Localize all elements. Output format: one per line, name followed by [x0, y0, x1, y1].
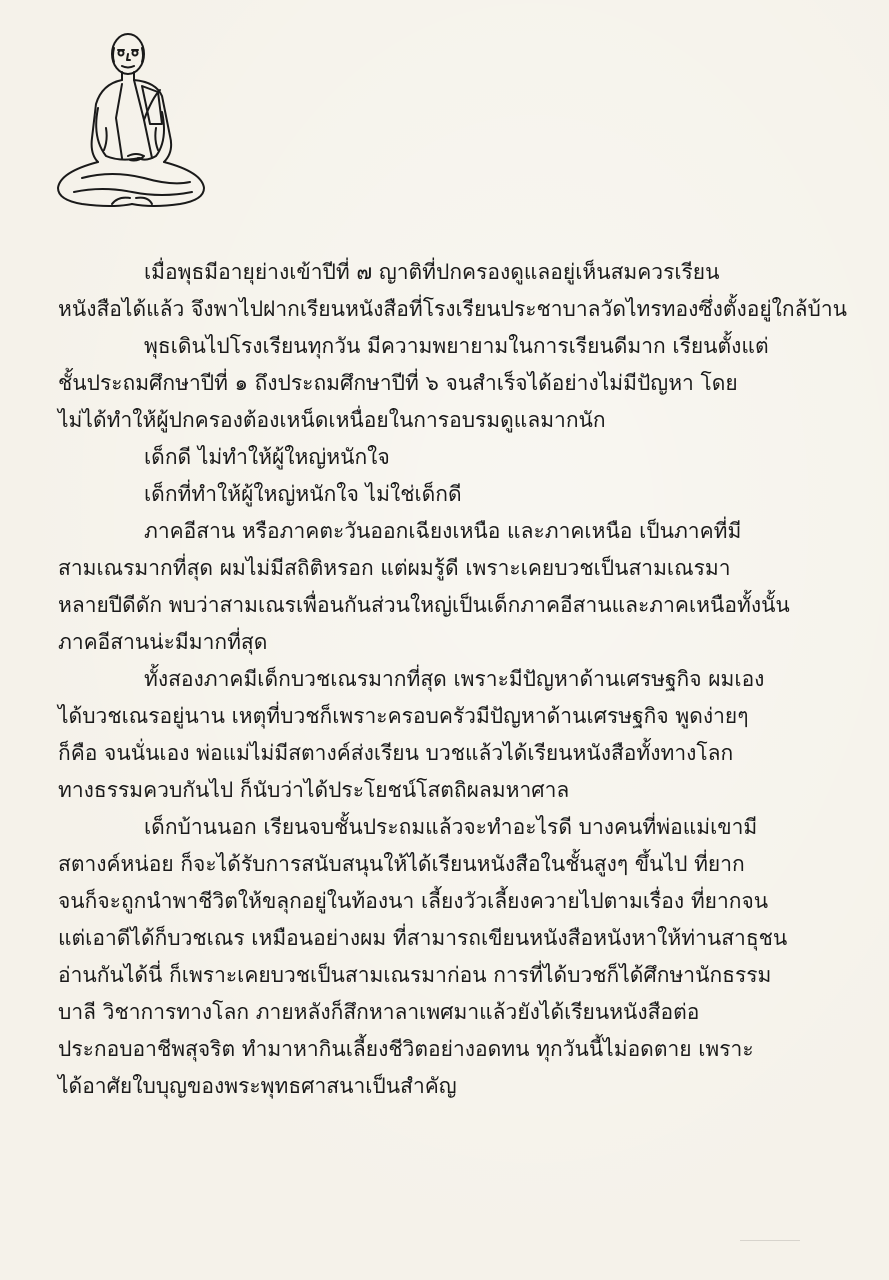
monk-illustration: [52, 28, 212, 220]
text-line-content: แต่เอาดีได้ก็บวชเณร เหมือนอย่างผม ที่สามารถเขียนหนังสือหนังหาให้ท่านสาธุชน: [58, 926, 788, 950]
text-line-content: ได้บวชเณรอยู่นาน เหตุที่บวชก็เพราะครอบครัวมีปัญหาด้านเศรษฐกิจ พูดง่ายๆ: [58, 704, 749, 728]
text-line: [58, 587, 832, 624]
text-line-content: ประกอบอาชีพสุจริต ทำมาหากินเลี้ยงชีวิตอย่างอดทน ทุกวันนี้ไม่อดตาย เพราะ: [58, 1037, 754, 1061]
text-line-content: สตางค์หน่อย ก็จะได้รับการสนับสนุนให้ได้เรียนหนังสือในชั้นสูงๆ ขึ้นไป ที่ยาก: [58, 852, 745, 876]
text-line-content: สามเณรมากที่สุด ผมไม่มีสถิติหรอก แต่ผมรู้ดี เพราะเคยบวชเป็นสามเณรมา: [58, 556, 731, 580]
text-line-content: หลายปีดีดัก พบว่าสามเณรเพื่อนกันส่วนใหญ่เป็นเด็กภาคอีสานและภาคเหนือทั้งนั้น: [58, 593, 790, 617]
text-line: [58, 772, 832, 809]
text-line: [58, 883, 832, 920]
text-line-content: บาลี วิชาการทางโลก ภายหลังก็สึกหาลาเพศมาแล้วยังได้เรียนหนังสือต่อ: [58, 1000, 700, 1024]
text-line: [58, 254, 832, 291]
text-line: [58, 1068, 832, 1105]
text-line-content: ชั้นประถมศึกษาปีที่ ๑ ถึงประถมศึกษาปีที่ ๖ จนสำเร็จได้อย่างไม่มีปัญหา โดย: [58, 371, 738, 395]
text-line: [58, 920, 832, 957]
text-line: [58, 994, 832, 1031]
text-line: [58, 1031, 832, 1068]
text-line-content: ทางธรรมควบกันไป ก็นับว่าได้ประโยชน์โสตถิผลมหาศาล: [58, 778, 570, 802]
text-line: [58, 735, 832, 772]
text-line: [58, 957, 832, 994]
page-divider: [740, 1240, 800, 1241]
text-line: [58, 291, 847, 328]
text-line-content: อ่านกันได้นี่ ก็เพราะเคยบวชเป็นสามเณรมาก่อน การที่ได้บวชก็ได้ศึกษานักธรรม: [58, 963, 772, 987]
text-line: [58, 328, 832, 365]
text-line-content: เมื่อพุธมีอายุย่างเข้าปีที่ ๗ ญาติที่ปกครองดูแลอยู่เห็นสมควรเรียน: [144, 260, 720, 284]
text-line: [58, 402, 832, 439]
text-line: [58, 476, 832, 513]
text-line: [58, 809, 832, 846]
text-line-content: เด็กที่ทำให้ผู้ใหญ่หนักใจ ไม่ใช่เด็กดี: [144, 482, 462, 506]
text-line-content: จนก็จะถูกนำพาชีวิตให้ขลุกอยู่ในท้องนา เลี้ยงวัวเลี้ยงควายไปตามเรื่อง ที่ยากจน: [58, 889, 769, 913]
text-line: [58, 698, 832, 735]
text-line-content: ได้อาศัยใบบุญของพระพุทธศาสนาเป็นสำคัญ: [58, 1074, 457, 1098]
text-line-content: เด็กดี ไม่ทำให้ผู้ใหญ่หนักใจ: [144, 445, 390, 469]
text-line: [58, 661, 832, 698]
body-text: [58, 254, 847, 1105]
text-line: [58, 439, 832, 476]
text-line-content: เด็กบ้านนอก เรียนจบชั้นประถมแล้วจะทำอะไรดี บางคนที่พ่อแม่เขามี: [144, 815, 758, 839]
text-line-content: ก็คือ จนนั่นเอง พ่อแม่ไม่มีสตางค์ส่งเรียน บวชแล้วได้เรียนหนังสือทั้งทางโลก: [58, 741, 734, 765]
text-line: [58, 624, 832, 661]
text-line: [58, 513, 832, 550]
text-line-content: ภาคอีสาน หรือภาคตะวันออกเฉียงเหนือ และภาคเหนือ เป็นภาคที่มี: [144, 519, 742, 543]
text-line: [58, 550, 832, 587]
text-line: [58, 846, 832, 883]
text-line-content: พุธเดินไปโรงเรียนทุกวัน มีความพยายามในการเรียนดีมาก เรียนตั้งแต่: [144, 334, 769, 358]
text-line-content: ภาคอีสานน่ะมีมากที่สุด: [58, 630, 268, 654]
text-line: [58, 365, 832, 402]
text-line-content: ทั้งสองภาคมีเด็กบวชเณรมากที่สุด เพราะมีปัญหาด้านเศรษฐกิจ ผมเอง: [144, 667, 765, 691]
text-line-content: ไม่ได้ทำให้ผู้ปกครองต้องเหน็ดเหนื่อยในการอบรมดูแลมากนัก: [58, 408, 606, 432]
text-line-content: หนังสือได้แล้ว จึงพาไปฝากเรียนหนังสือที่โรงเรียนประชาบาลวัดไทรทองซึ่งตั้งอยู่ใกล้บ้าน: [58, 297, 847, 321]
